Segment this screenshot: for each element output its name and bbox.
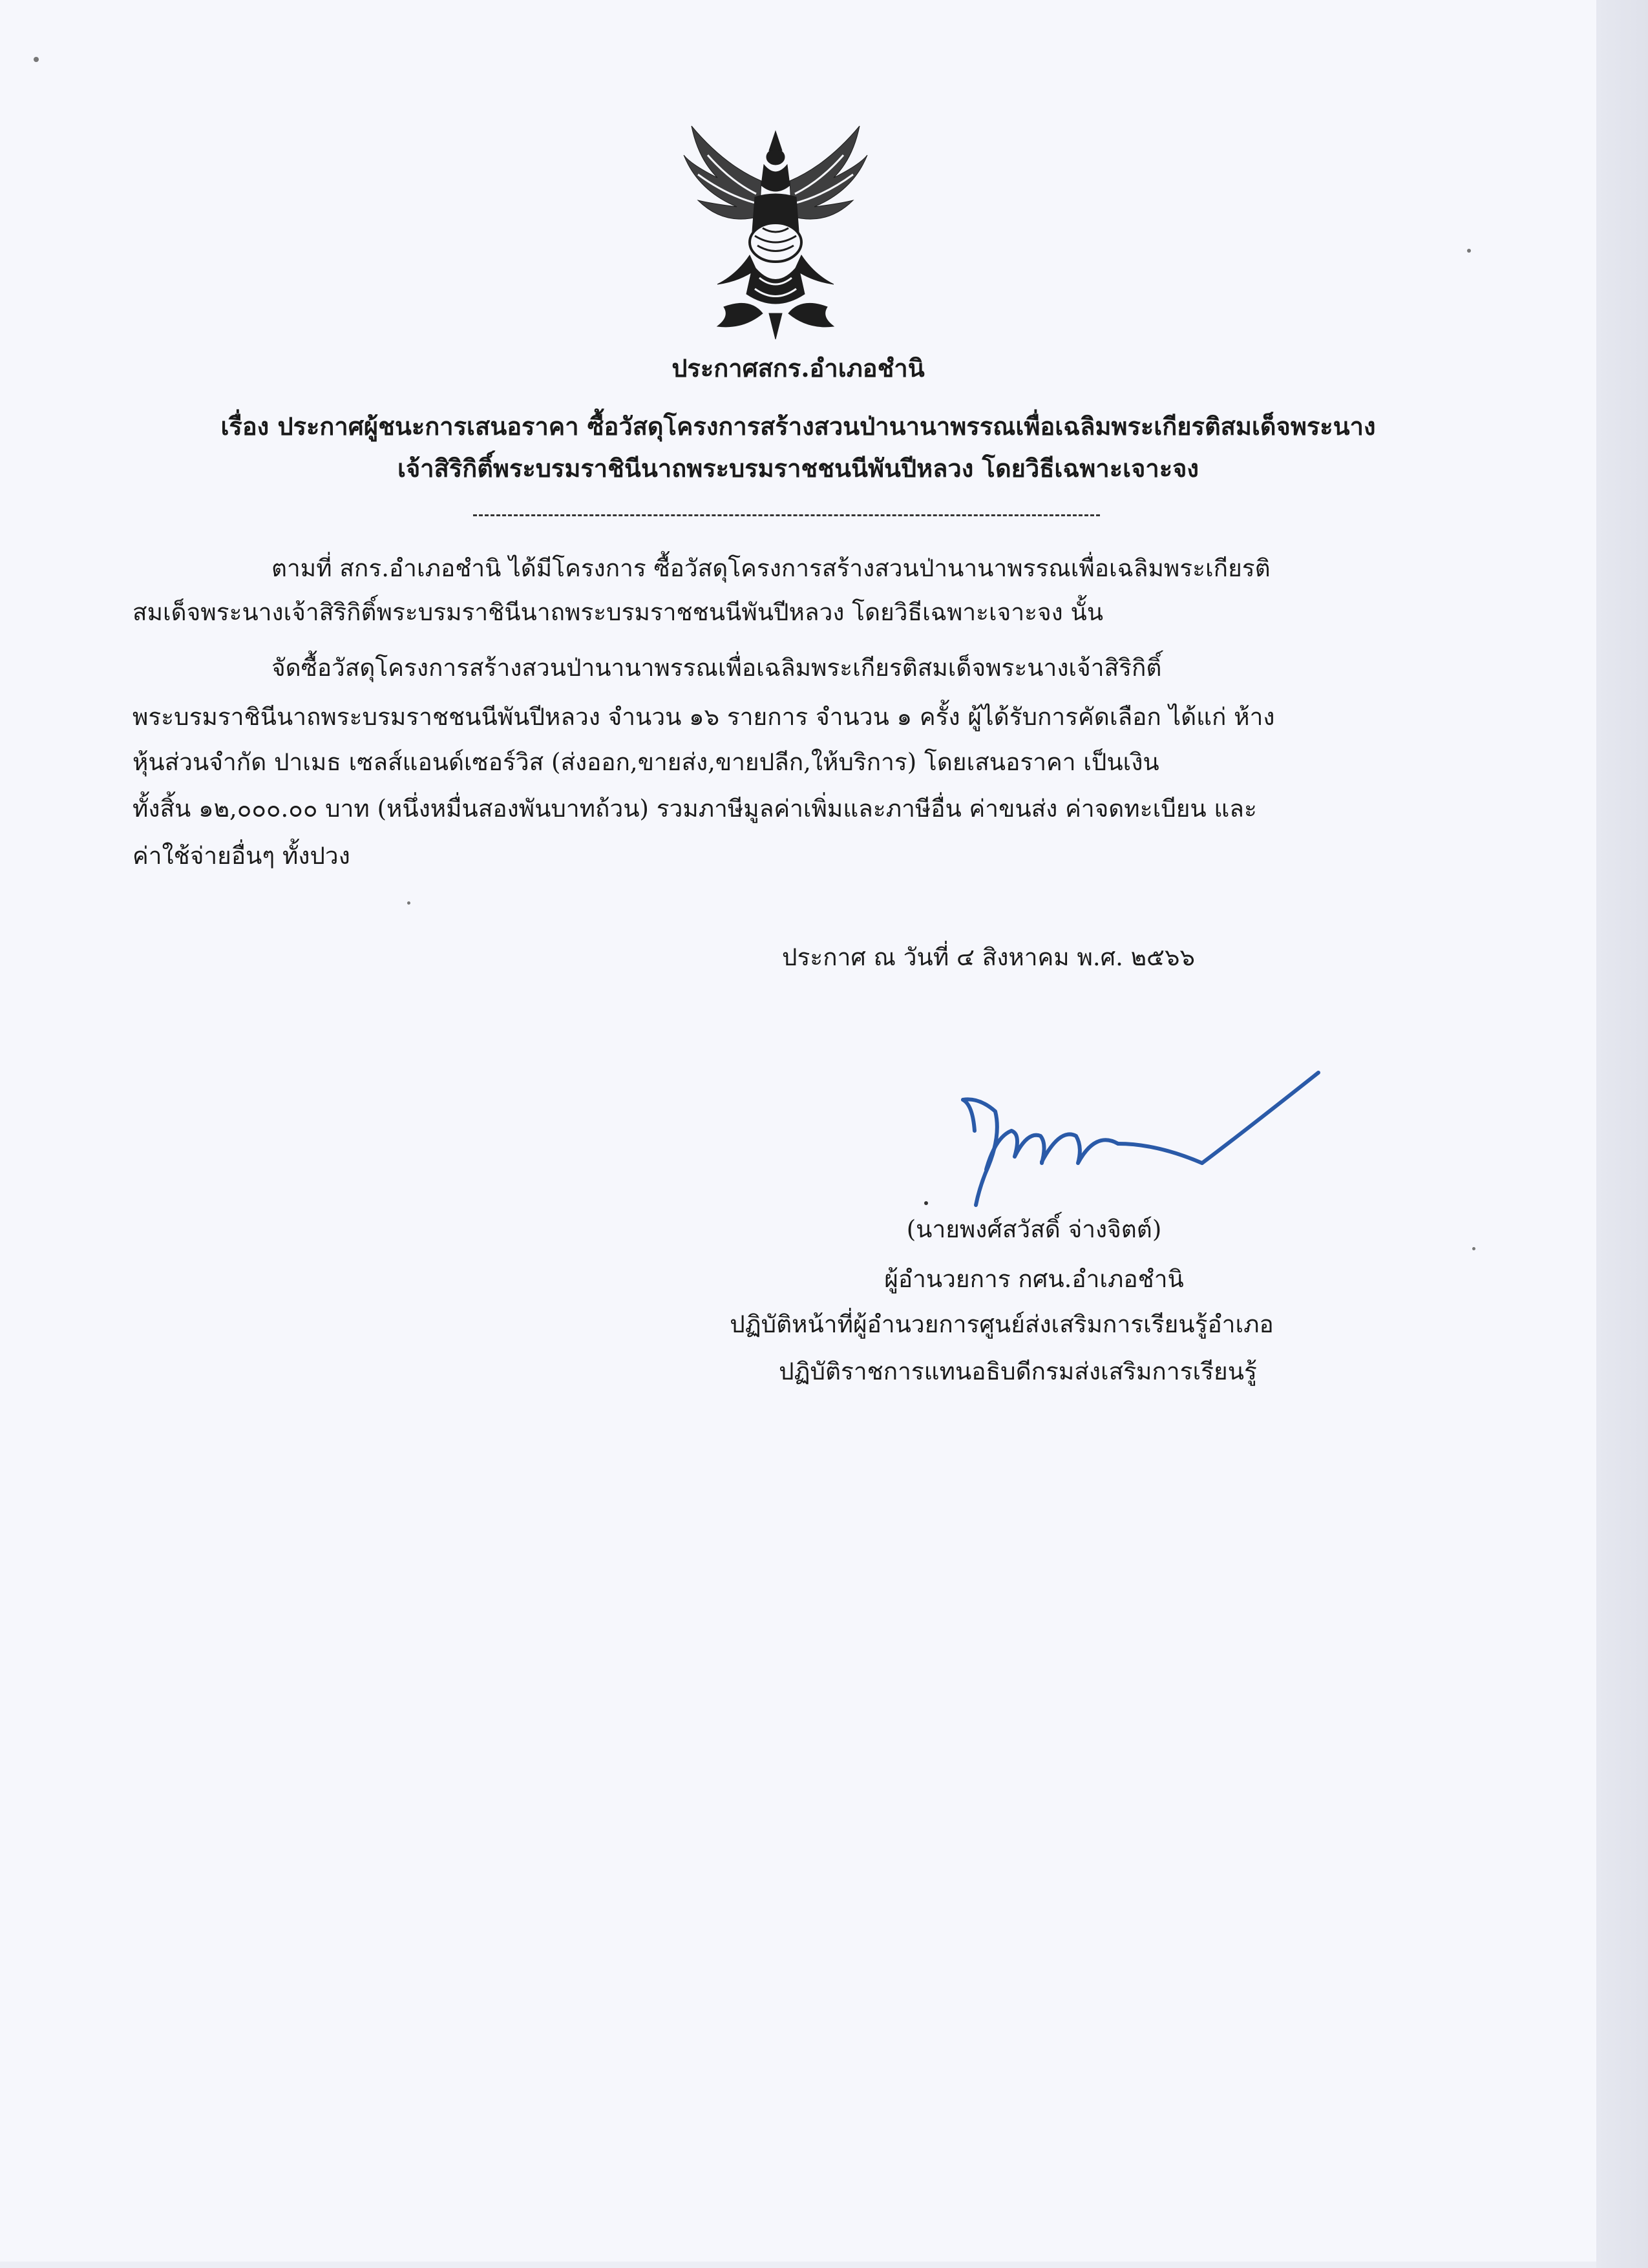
issuer-heading: ประกาศสกร.อำเภอชำนิ — [671, 353, 925, 383]
body-line: พระบรมราชินีนาถพระบรมราชชนนีพันปีหลวง จำนวน ๑๖ รายการ จำนวน ๑ ครั้ง ผู้ได้รับการคัดเลือก ได้แก่ ห้าง — [132, 703, 1275, 731]
subject-heading-line-1: เรื่อง ประกาศผู้ชนะการเสนอราคา ซื้อวัสดุโครงการสร้างสวนป่านานาพรรณเพื่อเฉลิมพระเกียรติสมเด็จพระนาง — [220, 412, 1376, 441]
body-line: ค่าใช้จ่ายอื่นๆ ทั้งปวง — [132, 842, 350, 870]
body-line: หุ้นส่วนจำกัด ปาเมธ เซลส์แอนด์เซอร์วิส (ส่งออก,ขายส่ง,ขายปลีก,ให้บริการ) โดยเสนอราคา เป็นเงิน — [132, 748, 1159, 776]
body-line: ทั้งสิ้น ๑๒,๐๐๐.๐๐ บาท (หนึ่งหมื่นสองพันบาทถ้วน) รวมภาษีมูลค่าเพิ่มและภาษีอื่น ค่าขนส่ง ค่าจดทะเบียน และ — [132, 795, 1257, 823]
scan-speck — [34, 57, 39, 62]
garuda-emblem-icon — [679, 120, 872, 342]
scan-speck — [1467, 249, 1471, 253]
scan-speck — [1472, 1247, 1475, 1250]
body-line: ตามที่ สกร.อำเภอชำนิ ได้มีโครงการ ซื้อวัสดุโครงการสร้างสวนป่านานาพรรณเพื่อเฉลิมพระเกียรติ — [271, 554, 1271, 582]
scan-edge — [1596, 0, 1648, 2268]
scan-speck — [407, 901, 410, 905]
subject-heading-line-2: เจ้าสิริกิติ์พระบรมราชินีนาถพระบรมราชชนนีพันปีหลวง โดยวิธีเฉพาะเจาะจง — [397, 454, 1199, 483]
announcement-date: ประกาศ ณ วันที่ ๔ สิงหาคม พ.ศ. ๒๕๖๖ — [782, 943, 1195, 971]
signatory-on-behalf: ปฏิบัติราชการแทนอธิบดีกรมส่งเสริมการเรียนรู้ — [779, 1358, 1257, 1385]
body-line: สมเด็จพระนางเจ้าสิริกิติ์พระบรมราชินีนาถพระบรมราชชนนีพันปีหลวง โดยวิธีเฉพาะเจาะจง นั้น — [132, 598, 1104, 626]
signatory-acting-role: ปฏิบัติหน้าที่ผู้อำนวยการศูนย์ส่งเสริมการเรียนรู้อำเภอ — [730, 1310, 1274, 1338]
handwritten-signature — [924, 1060, 1331, 1215]
body-line: จัดซื้อวัสดุโครงการสร้างสวนป่านานาพรรณเพื่อเฉลิมพระเกียรติสมเด็จพระนางเจ้าสิริกิติ์ — [271, 654, 1162, 682]
heading-divider — [473, 514, 1100, 516]
signatory-name: (นายพงศ์สวัสดิ์ จ่างจิตต์) — [906, 1215, 1162, 1243]
signatory-position: ผู้อำนวยการ กศน.อำเภอชำนิ — [884, 1265, 1184, 1293]
